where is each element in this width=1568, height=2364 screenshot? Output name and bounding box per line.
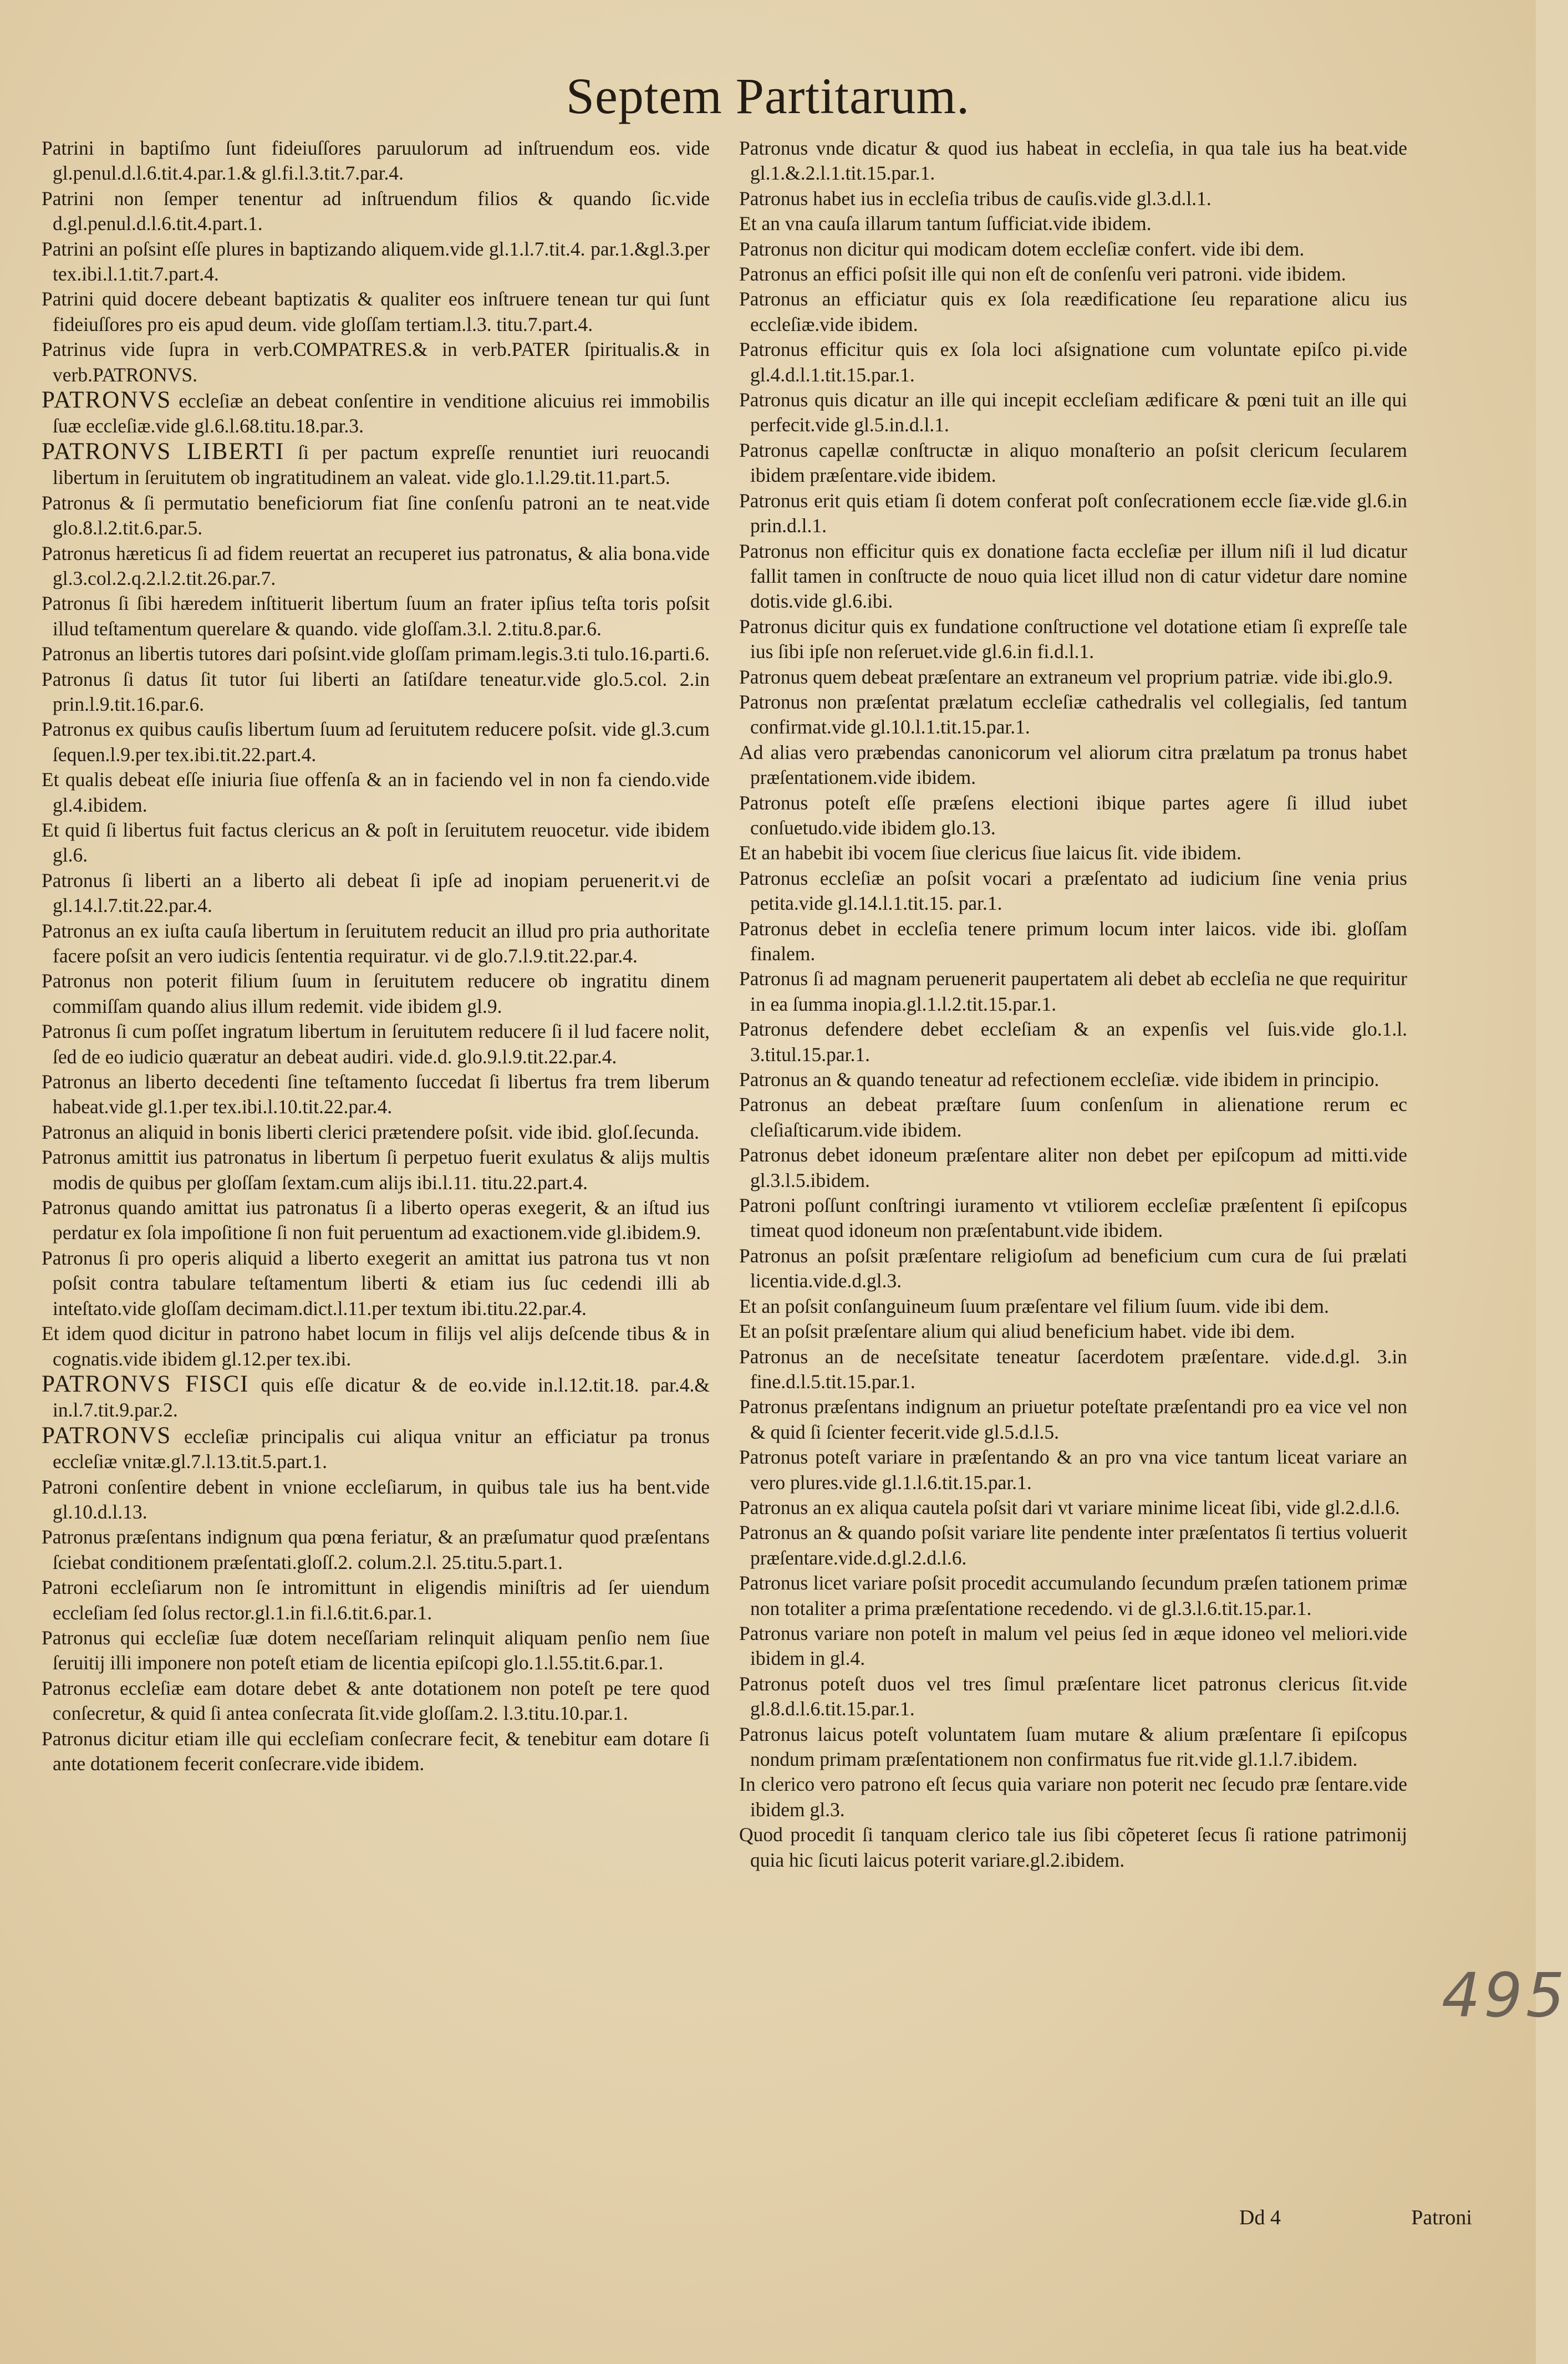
entry-text: Et an habebit ibi vocem ſiue clericus ſiue laicus ſit. vide ibidem. [739, 842, 1241, 864]
entry-text: Patronus efficitur quis ex ſola loci aſsignatione cum voluntate epiſco pi.vide gl.4.d.l.1.tit.15.par.1. [739, 338, 1407, 386]
index-entry [739, 1772, 1407, 1822]
entry-text: Patronus an & quando teneatur ad refectionem eccleſiæ. vide ibidem in principio. [739, 1068, 1379, 1091]
entry-heading: PATRONVS [42, 1422, 172, 1449]
entry-text: Patrini in baptiſmo ſunt fideiuſſores paruulorum ad inſtruendum eos. vide gl.penul.d.l.6.tit.4.par.1.& gl.fi.l.3.tit.7.par.4. [42, 137, 710, 185]
entry-text: Patronus poteſt eſſe præſens electioni ibique partes agere ſi illud iubet conſuetudo.vide ibidem glo.13. [739, 791, 1407, 839]
index-entry [739, 665, 1407, 690]
entry-heading: PATRONVS FISCI [42, 1370, 250, 1397]
index-entry [42, 591, 710, 641]
index-entry [42, 1069, 710, 1120]
signature-mark: Dd 4 [1239, 2206, 1281, 2229]
entry-text: Quod procedit ſi tanquam clerico tale ius ſibi cõpeteret ſecus ſi ratione patrimonij quia hic ſicuti laicus poterit variare.gl.2.ibidem. [739, 1823, 1407, 1871]
index-entry [739, 1092, 1407, 1143]
entry-text: Patronus an ex aliqua cautela poſsit dari vt variare minime liceat ſibi, vide gl.2.d.l.6. [739, 1496, 1400, 1519]
entry-text: Patronus eccleſiæ eam dotare debet & ante dotationem non poteſt pe tere quod conſecretur, & quid ſi antea conſecrata ſit.vide gloſſam.2. l.3.titu.10.par.1. [42, 1677, 710, 1725]
index-entry [739, 740, 1407, 791]
entry-text: quis eſſe dicatur & de eo.vide in.l.12.tit.18. par.4.& in.l.7.tit.9.par.2. [53, 1373, 710, 1422]
index-entry [42, 136, 710, 186]
entry-text: Patronus an liberto decedenti ſine teſtamento ſuccedat ſi libertus fra trem liberum habeat.vide gl.1.per tex.ibi.l.10.tit.22.par.4. [42, 1071, 710, 1118]
index-entry [739, 211, 1407, 236]
entry-text: Patronus ſi liberti an a liberto ali debeat ſi ipſe ad inopiam peruenerit.vi de gl.14.l.7.tit.22.par.4. [42, 869, 710, 917]
index-entry [739, 690, 1407, 740]
index-entry [739, 1445, 1407, 1495]
index-entry [739, 840, 1407, 865]
index-entry [42, 641, 710, 666]
index-entry [739, 791, 1407, 841]
entry-text: Patronus an debeat præſtare ſuum conſenſum in alienatione rerum ec cleſiaſticarum.vide ibidem. [739, 1093, 1407, 1141]
index-entry [42, 1372, 710, 1423]
index-entry [739, 1244, 1407, 1294]
index-entry [42, 667, 710, 717]
index-entry [739, 1520, 1407, 1571]
index-entry [42, 1475, 710, 1525]
entry-text: Patronus quis dicatur an ille qui incepit eccleſiam ædificare & pœni tuit an ille qui perfecit.vide gl.5.in.d.l.1. [739, 389, 1407, 436]
entry-text: Patronus habet ius in eccleſia tribus de cauſis.vide gl.3.d.l.1. [739, 187, 1211, 210]
index-entry [42, 337, 710, 388]
entry-text: Patronus erit quis etiam ſi dotem conferat poſt conſecrationem eccle ſiæ.vide gl.6.in prin.d.l.1. [739, 489, 1407, 537]
catchword: Patroni [1411, 2206, 1472, 2229]
index-entry [42, 1575, 710, 1626]
right-column [739, 136, 1407, 1873]
index-entry [739, 136, 1407, 186]
entry-text: Patronus & ſi permutatio beneficiorum fiat ſine conſenſu patroni an te neat.vide glo.8.l.2.tit.6.par.5. [42, 491, 710, 539]
index-entry [739, 1344, 1407, 1395]
entry-text: Patronus ſi datus ſit tutor ſui liberti an ſatiſdare teneatur.vide glo.5.col. 2.in prin.l.9.tit.16.par.6. [42, 668, 710, 715]
entry-text: Patronus hæreticus ſi ad fidem reuertat an recuperet ius patronatus, & alia bona.vide gl.3.col.2.q.2.l.2.tit.26.par.7. [42, 542, 710, 589]
entry-text: Patronus an libertis tutores dari poſsint.vide gloſſam primam.legis.3.ti tulo.16.parti.6. [42, 643, 710, 665]
index-entry [739, 539, 1407, 614]
index-entry [739, 186, 1407, 211]
index-entry [42, 1019, 710, 1069]
handwritten-page-number: 495 [1442, 1960, 1568, 2031]
entry-text: Patronus non poterit filium ſuum in ſeruitutem reducere ob ingratitu dinem commiſſam quando alius illum redemit. vide ibidem gl.9. [42, 970, 710, 1017]
index-entry [42, 1726, 710, 1777]
entry-text: Patronus an effici poſsit ille qui non eſt de conſenſu veri patroni. vide ibidem. [739, 263, 1346, 286]
index-entry [42, 237, 710, 287]
index-entry [739, 1571, 1407, 1621]
index-entry [739, 1495, 1407, 1520]
entry-text: eccleſiæ principalis cui aliqua vnitur an efficiatur pa tronus eccleſiæ vnitæ.gl.7.l.13.tit.5.part.1. [53, 1425, 710, 1473]
index-entry [739, 1722, 1407, 1772]
entry-text: Et an poſsit conſanguineum ſuum præſentare vel filium ſuum. vide ibi dem. [739, 1295, 1329, 1317]
entry-text: Patrini an poſsint eſſe plures in baptizando aliquem.vide gl.1.l.7.tit.4. par.1.&gl.3.per tex.ibi.l.1.tit.7.part.4. [42, 237, 710, 286]
index-entry [739, 1067, 1407, 1092]
index-entry [739, 1294, 1407, 1319]
index-entry [739, 1193, 1407, 1244]
index-entry [42, 1676, 710, 1726]
entry-text: Patronus defendere debet eccleſiam & an expenſis vel ſuis.vide glo.1.l. 3.titul.15.par.1. [739, 1018, 1407, 1066]
index-entry [739, 262, 1407, 287]
entry-text: Patronus quem debeat præſentare an extraneum vel proprium patriæ. vide ibi.glo.9. [739, 665, 1393, 688]
index-entry [739, 388, 1407, 438]
entry-heading: PATRONVS LIBERTI [42, 438, 285, 465]
entry-text: Patronus an efficiatur quis ex ſola reædificatione ſeu reparatione alicu ius eccleſiæ.vide ibidem. [739, 288, 1407, 335]
entry-heading: PATRONVS [42, 387, 172, 414]
index-entry [739, 1822, 1407, 1873]
entry-text: Patronus debet idoneum præſentare aliter non debet per epiſcopum ad mitti.vide gl.3.l.5.ibidem. [739, 1144, 1407, 1191]
entry-text: Patronus an aliquid in bonis liberti clerici prætendere poſsit. vide ibid. gloſ.ſecunda. [42, 1120, 700, 1143]
index-entry [42, 388, 710, 439]
index-entry [42, 1626, 710, 1676]
entry-text: Patronus ex quibus cauſis libertum ſuum ad ſeruitutem reducere poſsit. vide gl.3.cum ſequen.l.9.per tex.ibi.tit.22.part.4. [42, 718, 710, 766]
entry-text: Patronus debet in eccleſia tenere primum locum inter laicos. vide ibi. gloſſam finalem. [739, 917, 1407, 965]
entry-text: Patronus dicitur quis ex fundatione conſtructione vel dotatione etiam ſi expreſſe tale ius ſibi ipſe non reſeruet.vide gl.6.in fi.d.l.1. [739, 615, 1407, 663]
index-entry [42, 767, 710, 818]
entry-text: Patronus licet variare poſsit procedit accumulando ſecundum præſen tationem primæ non totaliter a prima præſentatione recedendo. vi de gl.3.l.6.tit.15.par.1. [739, 1572, 1407, 1619]
entry-text: Patronus capellæ conſtructæ in aliquo monaſterio an poſsit clericum ſecularem ibidem præſentare.vide ibidem. [739, 439, 1407, 487]
entry-text: Et an vna cauſa illarum tantum ſufficiat.vide ibidem. [739, 212, 1152, 235]
index-entry [739, 966, 1407, 1017]
index-entry [42, 1423, 710, 1475]
entry-text: eccleſiæ an debeat conſentire in venditione alicuius rei immobilis ſuæ eccleſiæ.vide gl.6.l.68.titu.18.par.3. [53, 390, 710, 437]
entry-text: Patroni conſentire debent in vnione eccleſiarum, in quibus tale ius ha bent.vide gl.10.d.l.13. [42, 1475, 710, 1523]
entry-text: Patronus præſentans indignum qua pœna feriatur, & an præſumatur quod præſentans ſciebat conditionem præſentati.gloſſ.2. colum.2.l. 25.titu.5.part.1. [42, 1526, 710, 1573]
entry-text: Patronus non efficitur quis ex donatione facta eccleſiæ per illum niſi il lud dicatur fallit tamen in conſtructe de nouo quia licet illud non di catur videtur dare nomine dotis.vide gl.6.ibi. [739, 539, 1407, 613]
index-entry [42, 1120, 710, 1145]
entry-text: Patronus non dicitur qui modicam dotem eccleſiæ confert. vide ibi dem. [739, 237, 1305, 260]
entry-text: Patronus an poſsit præſentare religioſum ad beneficium cum cura de ſui prælati licentia.vide.d.gl.3. [739, 1244, 1407, 1292]
page-title: Septem Partitarum. [566, 68, 970, 124]
entry-text: Patrinus vide ſupra in verb.COMPATRES.& in verb.PATER ſpiritualis.& in verb.PATRONVS. [42, 338, 710, 386]
index-entry [42, 868, 710, 919]
entry-text: Patronus præſentans indignum an priuetur poteſtate præſentandi pro ea vice vel non & quid ſi ſcienter fecerit.vide gl.5.d.l.5. [739, 1395, 1407, 1443]
index-entry [42, 439, 710, 491]
left-column [42, 136, 710, 1776]
entry-text: Patronus poteſt duos vel tres ſimul præſentare licet patronus clericus ſit.vide gl.8.d.l.6.tit.15.par.1. [739, 1672, 1407, 1720]
index-entry [739, 287, 1407, 337]
entry-text: Patronus qui eccleſiæ ſuæ dotem neceſſariam relinquit aliquam penſio nem ſiue ſeruitij illi imponere non poteſt etiam de licentia epiſcopi glo.1.l.55.tit.6.par.1. [42, 1626, 710, 1674]
index-entry [42, 1195, 710, 1246]
index-entry [42, 1525, 710, 1575]
entry-text: Patronus ſi cum poſſet ingratum libertum in ſeruitutem reducere ſi il lud facere nolit, ſed de eo iudicio quæratur an debeat audiri. vide.d. glo.9.l.9.tit.22.par.4. [42, 1020, 710, 1068]
entry-text: Ad alias vero præbendas canonicorum vel aliorum citra prælatum pa tronus habet præſentationem.vide ibidem. [739, 741, 1407, 789]
index-entry [42, 1321, 710, 1372]
entry-text: Patronus ſi ſibi hæredem inſtituerit libertum ſuum an frater ipſius teſta toris poſsit illud teſtamentum querelare & quando. vide gloſſam.3.l. 2.titu.8.par.6. [42, 592, 710, 640]
index-entry [739, 916, 1407, 967]
entry-text: Et quid ſi libertus fuit factus clericus an & poſt in ſeruitutem reuocetur. vide ibidem gl.6. [42, 818, 710, 867]
index-entry [42, 1246, 710, 1321]
entry-text: Patronus quando amittat ius patronatus ſi a liberto operas exegerit, & an iſtud ius perdatur ex ſola impoſitione ſi non fuit peruentum ad exactionem.vide gl.ibidem.9. [42, 1196, 710, 1244]
entry-text: Patronus poteſt variare in præſentando & an pro vna vice tantum liceat variare an vero plures.vide gl.1.l.6.tit.15.par.1. [739, 1446, 1407, 1494]
index-entry [739, 1319, 1407, 1344]
entry-text: Patronus non præſentat prælatum eccleſiæ cathedralis vel collegialis, ſed tantum confirmat.vide gl.10.l.1.tit.15.par.1. [739, 690, 1407, 738]
entry-text: Patronus variare non poteſt in malum vel peius ſed in æque idoneo vel meliori.vide ibidem in gl.4. [739, 1622, 1407, 1670]
index-entry [739, 1672, 1407, 1722]
index-entry [739, 488, 1407, 539]
entry-text: In clerico vero patrono eſt ſecus quia variare non poterit nec ſecudo præ ſentare.vide ibidem gl.3. [739, 1773, 1407, 1821]
index-entry [42, 491, 710, 541]
index-entry [739, 237, 1407, 262]
page-footer [1239, 2205, 1472, 2230]
index-entry [42, 919, 710, 969]
index-entry [42, 717, 710, 767]
index-entry [42, 287, 710, 337]
index-entry [42, 818, 710, 868]
index-entry [739, 1394, 1407, 1445]
index-entry [739, 1621, 1407, 1672]
index-entry [739, 1017, 1407, 1067]
index-entry [739, 614, 1407, 665]
entry-text: Patronus an & quando poſsit variare lite pendente inter præſentatos ſi tertius voluerit præſentare.vide.d.gl.2.d.l.6. [739, 1521, 1407, 1569]
index-entry [739, 337, 1407, 388]
index-entry [42, 969, 710, 1019]
index-entry [42, 186, 710, 237]
entry-text: Patronus laicus poteſt voluntatem ſuam mutare & alium præſentare ſi epiſcopus nondum primam præſentationem non confirmatus fue rit.vide gl.1.l.7.ibidem. [739, 1723, 1407, 1770]
entry-text: Patronus vnde dicatur & quod ius habeat in eccleſia, in qua tale ius ha beat.vide gl.1.&.2.l.1.tit.15.par.1. [739, 137, 1407, 185]
entry-text: Patrini non ſemper tenentur ad inſtruendum filios & quando ſic.vide d.gl.penul.d.l.6.tit.4.part.1. [42, 187, 710, 235]
index-entry [739, 438, 1407, 488]
index-entry [739, 866, 1407, 916]
index-entry [42, 1145, 710, 1195]
index-entry [42, 541, 710, 592]
entry-text: Patronus amittit ius patronatus in libertum ſi perpetuo fuerit exulatus & alijs multis modis de quibus per gloſſam ſextam.cum alijs ibi.l.11. titu.22.part.4. [42, 1146, 710, 1194]
entry-text: Patronus an de neceſsitate teneatur ſacerdotem præſentare. vide.d.gl. 3.in fine.d.l.5.tit.15.par.1. [739, 1345, 1407, 1393]
entry-text: ſi per pactum expreſſe renuntiet iuri reuocandi libertum in ſeruitutem ob ingratitudinem an valeat. vide glo.1.l.29.tit.11.part.5. [53, 441, 710, 489]
entry-text: Patronus ſi pro operis aliquid a liberto exegerit an amittat ius patrona tus vt non poſsit contra tabulare teſtamentum liberti & etiam ius ſuc cedendi illi ab inteſtato.vide gloſſam decimam.dict.l.11.per textum ibi.titu.22.par.4. [42, 1246, 710, 1319]
entry-text: Patrini quid docere debeant baptizatis & qualiter eos inſtruere tenean tur qui ſunt fideiuſſores pro eis apud deum. vide gloſſam tertiam.l.3. titu.7.part.4. [42, 288, 710, 335]
entry-text: Patronus ſi ad magnam peruenerit paupertatem ali debet ab eccleſia ne que requiritur in ea ſumma inopia.gl.1.l.2.tit.15.par.1. [739, 967, 1407, 1015]
index-entry [739, 1143, 1407, 1193]
entry-text: Et idem quod dicitur in patrono habet locum in filijs vel alijs deſcende tibus & in cognatis.vide ibidem gl.12.per tex.ibi. [42, 1322, 710, 1370]
entry-text: Et an poſsit præſentare alium qui aliud beneficium habet. vide ibi dem. [739, 1320, 1295, 1343]
entry-text: Et qualis debeat eſſe iniuria ſiue offenſa & an in faciendo vel in non fa ciendo.vide gl.4.ibidem. [42, 768, 710, 816]
entry-text: Patronus an ex iuſta cauſa libertum in ſeruitutem reducit an illud pro pria authoritate facere poſsit an vero iudicis ſententia requiratur. vi de glo.7.l.9.tit.22.par.4. [42, 919, 710, 967]
entry-text: Patronus dicitur etiam ille qui eccleſiam conſecrare fecit, & tenebitur eam dotare ſi ante dotationem fecerit conſecrare.vide ibidem. [42, 1727, 710, 1775]
entry-text: Patronus eccleſiæ an poſsit vocari a præſentato ad iudicium ſine venia prius petita.vide gl.14.l.1.tit.15. par.1. [739, 867, 1407, 915]
entry-text: Patroni poſſunt conſtringi iuramento vt vtiliorem eccleſiæ præſentent ſi epiſcopus timeat quod idoneum non præſentabunt.vide ibidem. [739, 1194, 1407, 1242]
entry-text: Patroni eccleſiarum non ſe intromittunt in eligendis miniſtris ad ſer uiendum eccleſiam ſed ſolus rector.gl.1.in fi.l.6.tit.6.par.1. [42, 1576, 710, 1624]
